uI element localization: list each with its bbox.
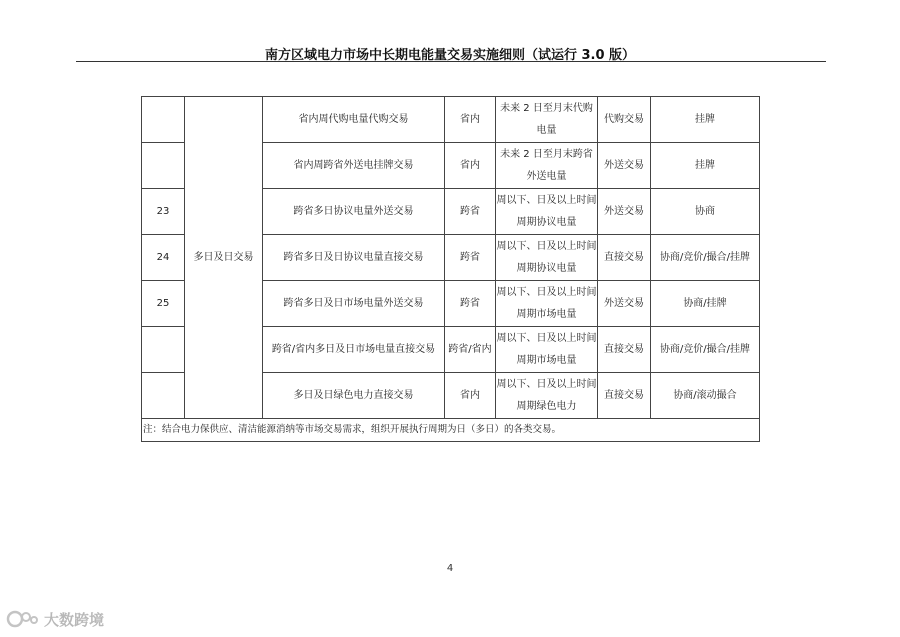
table-row: [142, 97, 760, 143]
table-note-row: [142, 419, 760, 442]
trade-target: 周以下、日及以上时间周期市场电量: [496, 281, 598, 327]
row-number: [142, 327, 185, 373]
trade-method: 协商/滚动撮合: [651, 373, 760, 419]
trade-scope: 省内: [445, 97, 496, 143]
trade-target: 未来 2 日至月末跨省外送电量: [496, 143, 598, 189]
row-number: [142, 373, 185, 419]
trade-scope: 省内: [445, 373, 496, 419]
trade-name: 省内周代购电量代购交易: [263, 97, 445, 143]
trade-type: 代购交易: [598, 97, 651, 143]
page-header-title: 南方区域电力市场中长期电能量交易实施细则（试运行 3.0 版）: [264, 48, 636, 63]
trade-target: 周以下、日及以上时间周期市场电量: [496, 327, 598, 373]
trade-name: 跨省/省内多日及日市场电量直接交易: [263, 327, 445, 373]
row-number: 24: [142, 235, 185, 281]
trade-target: 周以下、日及以上时间周期绿色电力: [496, 373, 598, 419]
trade-type: 直接交易: [598, 327, 651, 373]
row-number: [142, 97, 185, 143]
group-label: 多日及日交易: [185, 97, 263, 419]
trade-name: 跨省多日及日市场电量外送交易: [263, 281, 445, 327]
watermark: [6, 606, 104, 632]
trade-type: 外送交易: [598, 281, 651, 327]
trade-name: 跨省多日协议电量外送交易: [263, 189, 445, 235]
trade-scope: 跨省: [445, 189, 496, 235]
row-number: [142, 143, 185, 189]
trade-method: 挂牌: [651, 143, 760, 189]
trade-scope: 跨省/省内: [445, 327, 496, 373]
watermark-logo-icon: [6, 608, 40, 630]
table-note: 注：结合电力保供应、清洁能源消纳等市场交易需求，组织开展执行周期为日（多日）的各类交易。: [142, 419, 760, 442]
trade-name: 多日及日绿色电力直接交易: [263, 373, 445, 419]
trade-scope: 跨省: [445, 235, 496, 281]
trade-scope: 跨省: [445, 281, 496, 327]
trade-name: 跨省多日及日协议电量直接交易: [263, 235, 445, 281]
trade-target: 周以下、日及以上时间周期协议电量: [496, 235, 598, 281]
trade-method: 协商: [651, 189, 760, 235]
trade-type: 直接交易: [598, 373, 651, 419]
trade-type: 外送交易: [598, 143, 651, 189]
watermark-text: 大数跨境: [44, 610, 105, 629]
trade-name: 省内周跨省外送电挂牌交易: [263, 143, 445, 189]
trade-type: 直接交易: [598, 235, 651, 281]
trade-target: 未来 2 日至月末代购电量: [496, 97, 598, 143]
trade-method: 协商/竞价/撮合/挂牌: [651, 327, 760, 373]
trade-target: 周以下、日及以上时间周期协议电量: [496, 189, 598, 235]
trade-method: 协商/竞价/撮合/挂牌: [651, 235, 760, 281]
trade-type: 外送交易: [598, 189, 651, 235]
trade-method: 挂牌: [651, 97, 760, 143]
trade-method: 协商/挂牌: [651, 281, 760, 327]
row-number: 23: [142, 189, 185, 235]
row-number: 25: [142, 281, 185, 327]
trading-table: [141, 96, 760, 442]
page-number: 4: [446, 563, 454, 574]
trade-scope: 省内: [445, 143, 496, 189]
header-divider: [76, 61, 826, 62]
